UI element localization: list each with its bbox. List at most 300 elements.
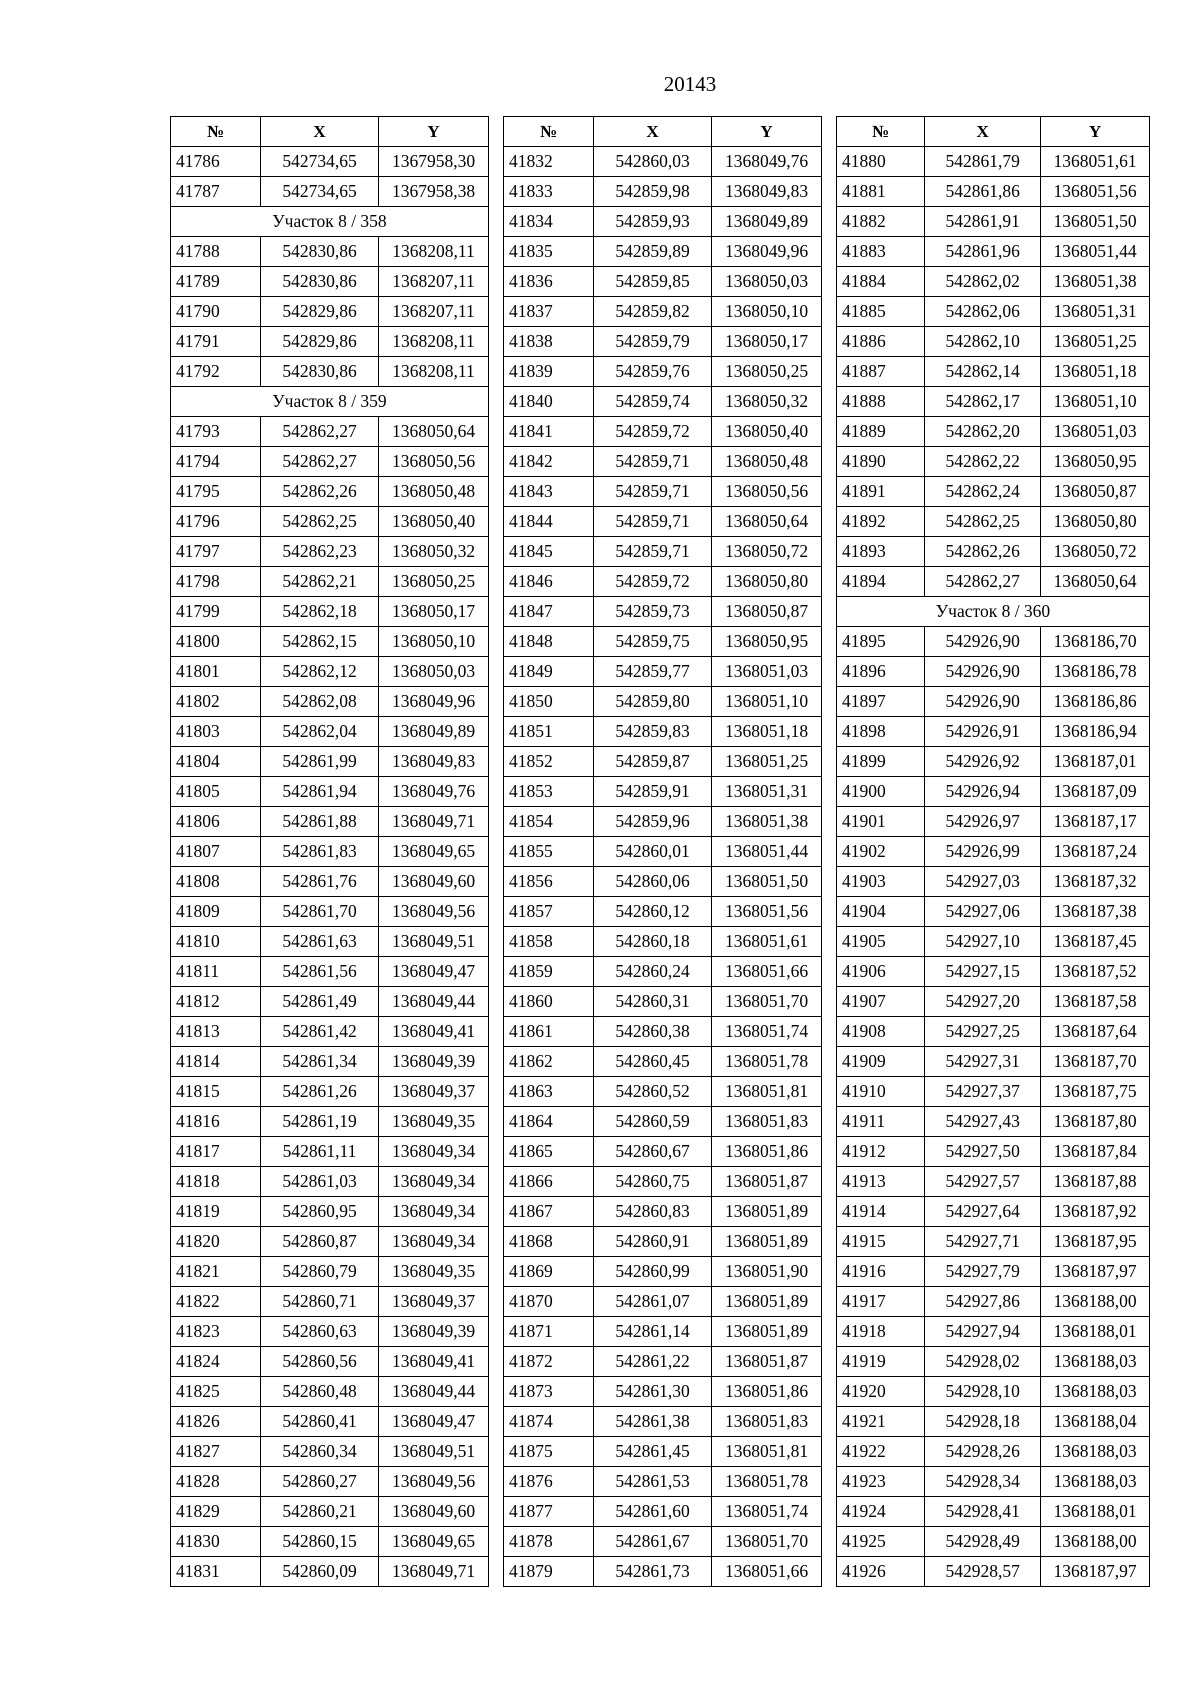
point-number-cell: 41889 — [837, 417, 925, 447]
table-row — [837, 1017, 1150, 1047]
coordinate-table-3 — [836, 116, 1150, 1587]
x-coordinate-cell: 542928,57 — [925, 1557, 1041, 1587]
y-coordinate-cell: 1368051,44 — [712, 837, 822, 867]
point-number-cell: 41871 — [504, 1317, 594, 1347]
y-coordinate-cell: 1368051,86 — [712, 1137, 822, 1167]
point-number-cell: 41854 — [504, 807, 594, 837]
table-row — [837, 1527, 1150, 1557]
point-number-cell: 41875 — [504, 1437, 594, 1467]
table-row — [837, 897, 1150, 927]
table-row — [171, 627, 489, 657]
table-row — [171, 747, 489, 777]
x-coordinate-cell: 542862,21 — [261, 567, 379, 597]
table-row — [171, 147, 489, 177]
y-coordinate-cell: 1368187,70 — [1041, 1047, 1150, 1077]
point-number-cell: 41898 — [837, 717, 925, 747]
y-coordinate-cell: 1368051,86 — [712, 1377, 822, 1407]
point-number-cell: 41900 — [837, 777, 925, 807]
x-coordinate-cell: 542927,94 — [925, 1317, 1041, 1347]
table-row — [837, 1407, 1150, 1437]
table-row — [837, 927, 1150, 957]
x-coordinate-cell: 542928,34 — [925, 1467, 1041, 1497]
point-number-cell: 41792 — [171, 357, 261, 387]
x-coordinate-cell: 542927,37 — [925, 1077, 1041, 1107]
point-number-cell: 41869 — [504, 1257, 594, 1287]
point-number-cell: 41823 — [171, 1317, 261, 1347]
point-number-cell: 41826 — [171, 1407, 261, 1437]
point-number-cell: 41859 — [504, 957, 594, 987]
x-coordinate-cell: 542859,71 — [594, 507, 712, 537]
point-number-cell: 41884 — [837, 267, 925, 297]
point-number-cell: 41863 — [504, 1077, 594, 1107]
y-coordinate-cell: 1368187,75 — [1041, 1077, 1150, 1107]
point-number-cell: 41835 — [504, 237, 594, 267]
x-coordinate-cell: 542860,06 — [594, 867, 712, 897]
x-coordinate-cell: 542860,38 — [594, 1017, 712, 1047]
point-number-cell: 41922 — [837, 1437, 925, 1467]
x-coordinate-cell: 542926,90 — [925, 627, 1041, 657]
y-coordinate-cell: 1368051,56 — [712, 897, 822, 927]
y-coordinate-cell: 1368051,81 — [712, 1077, 822, 1107]
table-row — [171, 567, 489, 597]
y-coordinate-cell: 1368051,78 — [712, 1467, 822, 1497]
x-coordinate-cell: 542861,45 — [594, 1437, 712, 1467]
point-number-cell: 41819 — [171, 1197, 261, 1227]
x-coordinate-cell: 542861,30 — [594, 1377, 712, 1407]
y-coordinate-cell: 1368050,95 — [1041, 447, 1150, 477]
table-row — [837, 1047, 1150, 1077]
point-number-cell: 41846 — [504, 567, 594, 597]
section-row — [171, 207, 489, 237]
point-number-cell: 41903 — [837, 867, 925, 897]
table-row — [171, 1107, 489, 1137]
x-coordinate-cell: 542927,86 — [925, 1287, 1041, 1317]
x-coordinate-cell: 542861,03 — [261, 1167, 379, 1197]
point-number-cell: 41919 — [837, 1347, 925, 1377]
table-row — [504, 447, 822, 477]
table-row — [837, 1317, 1150, 1347]
y-coordinate-cell: 1368049,76 — [712, 147, 822, 177]
x-coordinate-cell: 542859,87 — [594, 747, 712, 777]
point-number-cell: 41908 — [837, 1017, 925, 1047]
table-row — [837, 477, 1150, 507]
table-row — [837, 297, 1150, 327]
point-number-cell: 41822 — [171, 1287, 261, 1317]
table-row — [837, 777, 1150, 807]
point-number-cell: 41789 — [171, 267, 261, 297]
table-row — [837, 1287, 1150, 1317]
table-row — [837, 657, 1150, 687]
point-number-cell: 41824 — [171, 1347, 261, 1377]
point-number-cell: 41849 — [504, 657, 594, 687]
point-number-cell: 41915 — [837, 1227, 925, 1257]
point-number-cell: 41793 — [171, 417, 261, 447]
table-row — [504, 417, 822, 447]
table-row — [837, 147, 1150, 177]
y-coordinate-cell: 1368187,88 — [1041, 1167, 1150, 1197]
point-number-cell: 41816 — [171, 1107, 261, 1137]
point-number-cell: 41827 — [171, 1437, 261, 1467]
table-row — [504, 237, 822, 267]
y-coordinate-cell: 1368187,64 — [1041, 1017, 1150, 1047]
table-row — [837, 537, 1150, 567]
x-coordinate-cell: 542862,25 — [925, 507, 1041, 537]
point-number-cell: 41837 — [504, 297, 594, 327]
x-coordinate-cell: 542928,49 — [925, 1527, 1041, 1557]
x-coordinate-cell: 542862,15 — [261, 627, 379, 657]
point-number-cell: 41790 — [171, 297, 261, 327]
point-number-cell: 41906 — [837, 957, 925, 987]
x-coordinate-cell: 542927,31 — [925, 1047, 1041, 1077]
y-coordinate-cell: 1368051,50 — [712, 867, 822, 897]
table-row — [504, 1137, 822, 1167]
point-number-cell: 41838 — [504, 327, 594, 357]
point-number-cell: 41921 — [837, 1407, 925, 1437]
y-coordinate-cell: 1368050,64 — [712, 507, 822, 537]
y-coordinate-cell: 1368051,74 — [712, 1017, 822, 1047]
point-number-cell: 41829 — [171, 1497, 261, 1527]
point-number-cell: 41912 — [837, 1137, 925, 1167]
y-coordinate-cell: 1368187,24 — [1041, 837, 1150, 867]
y-coordinate-cell: 1368050,03 — [379, 657, 489, 687]
table-header-row — [171, 117, 489, 147]
x-coordinate-cell: 542862,12 — [261, 657, 379, 687]
x-coordinate-cell: 542928,02 — [925, 1347, 1041, 1377]
table-row — [504, 177, 822, 207]
y-coordinate-cell: 1368049,35 — [379, 1257, 489, 1287]
point-number-cell: 41797 — [171, 537, 261, 567]
point-number-cell: 41800 — [171, 627, 261, 657]
table-row — [504, 957, 822, 987]
x-coordinate-cell: 542927,43 — [925, 1107, 1041, 1137]
table-row — [171, 1197, 489, 1227]
point-number-cell: 41902 — [837, 837, 925, 867]
table-row — [171, 837, 489, 867]
x-coordinate-cell: 542861,79 — [925, 147, 1041, 177]
y-coordinate-cell: 1368049,41 — [379, 1347, 489, 1377]
y-coordinate-cell: 1368187,52 — [1041, 957, 1150, 987]
y-coordinate-cell: 1368049,37 — [379, 1077, 489, 1107]
x-coordinate-cell: 542928,10 — [925, 1377, 1041, 1407]
table-row — [504, 1287, 822, 1317]
point-number-cell: 41831 — [171, 1557, 261, 1587]
point-number-cell: 41833 — [504, 177, 594, 207]
point-number-cell: 41836 — [504, 267, 594, 297]
table-row — [171, 1437, 489, 1467]
table-row — [504, 1167, 822, 1197]
point-number-cell: 41795 — [171, 477, 261, 507]
point-number-cell: 41803 — [171, 717, 261, 747]
point-number-cell: 41874 — [504, 1407, 594, 1437]
y-coordinate-cell: 1368049,83 — [379, 747, 489, 777]
x-coordinate-cell: 542862,14 — [925, 357, 1041, 387]
x-coordinate-cell: 542927,57 — [925, 1167, 1041, 1197]
point-number-cell: 41804 — [171, 747, 261, 777]
x-coordinate-cell: 542862,04 — [261, 717, 379, 747]
table-row — [171, 177, 489, 207]
y-coordinate-cell: 1368050,56 — [379, 447, 489, 477]
section-title: Участок 8 / 358 — [171, 207, 489, 237]
y-coordinate-cell: 1368208,11 — [379, 357, 489, 387]
x-coordinate-cell: 542860,56 — [261, 1347, 379, 1377]
y-coordinate-cell: 1368051,83 — [712, 1407, 822, 1437]
x-coordinate-cell: 542862,08 — [261, 687, 379, 717]
x-coordinate-cell: 542859,98 — [594, 177, 712, 207]
table-row — [504, 987, 822, 1017]
y-coordinate-cell: 1368051,78 — [712, 1047, 822, 1077]
x-coordinate-cell: 542860,45 — [594, 1047, 712, 1077]
point-number-cell: 41815 — [171, 1077, 261, 1107]
x-coordinate-cell: 542859,73 — [594, 597, 712, 627]
y-coordinate-cell: 1368049,83 — [712, 177, 822, 207]
x-coordinate-cell: 542928,18 — [925, 1407, 1041, 1437]
point-number-cell: 41840 — [504, 387, 594, 417]
table-row — [504, 387, 822, 417]
point-number-cell: 41907 — [837, 987, 925, 1017]
y-coordinate-cell: 1368050,72 — [1041, 537, 1150, 567]
point-number-cell: 41858 — [504, 927, 594, 957]
table-row — [837, 1347, 1150, 1377]
y-coordinate-cell: 1368049,47 — [379, 1407, 489, 1437]
y-coordinate-cell: 1368186,78 — [1041, 657, 1150, 687]
y-coordinate-cell: 1368049,37 — [379, 1287, 489, 1317]
table-row — [504, 867, 822, 897]
table-row — [171, 327, 489, 357]
x-coordinate-cell: 542861,99 — [261, 747, 379, 777]
point-number-cell: 41918 — [837, 1317, 925, 1347]
table-row — [837, 1197, 1150, 1227]
x-coordinate-cell: 542861,53 — [594, 1467, 712, 1497]
y-coordinate-cell: 1368051,61 — [712, 927, 822, 957]
x-coordinate-cell: 542860,83 — [594, 1197, 712, 1227]
x-coordinate-cell: 542860,01 — [594, 837, 712, 867]
point-number-cell: 41853 — [504, 777, 594, 807]
x-coordinate-cell: 542860,63 — [261, 1317, 379, 1347]
x-coordinate-cell: 542927,71 — [925, 1227, 1041, 1257]
table-row — [837, 237, 1150, 267]
header-y: Y — [379, 117, 489, 147]
table-row — [504, 777, 822, 807]
table-row — [504, 1497, 822, 1527]
y-coordinate-cell: 1368050,10 — [379, 627, 489, 657]
y-coordinate-cell: 1368207,11 — [379, 297, 489, 327]
point-number-cell: 41872 — [504, 1347, 594, 1377]
table-row — [171, 687, 489, 717]
x-coordinate-cell: 542859,76 — [594, 357, 712, 387]
table-row — [504, 1527, 822, 1557]
x-coordinate-cell: 542860,09 — [261, 1557, 379, 1587]
x-coordinate-cell: 542861,22 — [594, 1347, 712, 1377]
x-coordinate-cell: 542859,93 — [594, 207, 712, 237]
point-number-cell: 41923 — [837, 1467, 925, 1497]
table-row — [837, 717, 1150, 747]
table-row — [171, 1167, 489, 1197]
x-coordinate-cell: 542861,70 — [261, 897, 379, 927]
table-row — [171, 897, 489, 927]
y-coordinate-cell: 1368049,47 — [379, 957, 489, 987]
table-row — [171, 297, 489, 327]
y-coordinate-cell: 1368187,58 — [1041, 987, 1150, 1017]
table-row — [837, 1467, 1150, 1497]
x-coordinate-cell: 542830,86 — [261, 237, 379, 267]
point-number-cell: 41883 — [837, 237, 925, 267]
point-number-cell: 41920 — [837, 1377, 925, 1407]
x-coordinate-cell: 542862,25 — [261, 507, 379, 537]
x-coordinate-cell: 542859,71 — [594, 447, 712, 477]
y-coordinate-cell: 1368051,38 — [1041, 267, 1150, 297]
x-coordinate-cell: 542861,07 — [594, 1287, 712, 1317]
point-number-cell: 41926 — [837, 1557, 925, 1587]
x-coordinate-cell: 542862,22 — [925, 447, 1041, 477]
x-coordinate-cell: 542860,34 — [261, 1437, 379, 1467]
x-coordinate-cell: 542860,48 — [261, 1377, 379, 1407]
y-coordinate-cell: 1368049,96 — [379, 687, 489, 717]
table-row — [504, 1197, 822, 1227]
y-coordinate-cell: 1368051,31 — [712, 777, 822, 807]
x-coordinate-cell: 542860,27 — [261, 1467, 379, 1497]
point-number-cell: 41893 — [837, 537, 925, 567]
x-coordinate-cell: 542861,38 — [594, 1407, 712, 1437]
x-coordinate-cell: 542860,75 — [594, 1167, 712, 1197]
table-row — [504, 717, 822, 747]
point-number-cell: 41805 — [171, 777, 261, 807]
y-coordinate-cell: 1368187,01 — [1041, 747, 1150, 777]
y-coordinate-cell: 1368051,81 — [712, 1437, 822, 1467]
x-coordinate-cell: 542860,41 — [261, 1407, 379, 1437]
point-number-cell: 41916 — [837, 1257, 925, 1287]
y-coordinate-cell: 1368187,38 — [1041, 897, 1150, 927]
point-number-cell: 41807 — [171, 837, 261, 867]
table-row — [504, 897, 822, 927]
y-coordinate-cell: 1368051,83 — [712, 1107, 822, 1137]
y-coordinate-cell: 1368051,89 — [712, 1197, 822, 1227]
y-coordinate-cell: 1368187,32 — [1041, 867, 1150, 897]
table-row — [171, 957, 489, 987]
point-number-cell: 41796 — [171, 507, 261, 537]
y-coordinate-cell: 1368051,74 — [712, 1497, 822, 1527]
y-coordinate-cell: 1368049,51 — [379, 927, 489, 957]
table-header-row — [504, 117, 822, 147]
table-row — [837, 1557, 1150, 1587]
point-number-cell: 41802 — [171, 687, 261, 717]
x-coordinate-cell: 542861,67 — [594, 1527, 712, 1557]
table-row — [171, 867, 489, 897]
table-row — [171, 777, 489, 807]
y-coordinate-cell: 1368186,86 — [1041, 687, 1150, 717]
point-number-cell: 41864 — [504, 1107, 594, 1137]
x-coordinate-cell: 542862,20 — [925, 417, 1041, 447]
header-number: № — [837, 117, 925, 147]
point-number-cell: 41861 — [504, 1017, 594, 1047]
x-coordinate-cell: 542734,65 — [261, 147, 379, 177]
x-coordinate-cell: 542861,73 — [594, 1557, 712, 1587]
x-coordinate-cell: 542862,26 — [261, 477, 379, 507]
point-number-cell: 41812 — [171, 987, 261, 1017]
table-row — [837, 267, 1150, 297]
x-coordinate-cell: 542861,11 — [261, 1137, 379, 1167]
coordinate-table-1 — [170, 116, 489, 1587]
y-coordinate-cell: 1368051,38 — [712, 807, 822, 837]
coordinate-tables — [170, 116, 1150, 1581]
y-coordinate-cell: 1368050,56 — [712, 477, 822, 507]
point-number-cell: 41914 — [837, 1197, 925, 1227]
y-coordinate-cell: 1368049,96 — [712, 237, 822, 267]
table-row — [837, 1227, 1150, 1257]
y-coordinate-cell: 1368050,87 — [1041, 477, 1150, 507]
table-row — [837, 387, 1150, 417]
table-row — [504, 1017, 822, 1047]
point-number-cell: 41850 — [504, 687, 594, 717]
y-coordinate-cell: 1368050,48 — [712, 447, 822, 477]
y-coordinate-cell: 1368051,10 — [712, 687, 822, 717]
header-number: № — [171, 117, 261, 147]
y-coordinate-cell: 1368050,48 — [379, 477, 489, 507]
point-number-cell: 41798 — [171, 567, 261, 597]
point-number-cell: 41814 — [171, 1047, 261, 1077]
table-row — [504, 1257, 822, 1287]
point-number-cell: 41897 — [837, 687, 925, 717]
table-row — [504, 597, 822, 627]
y-coordinate-cell: 1368049,56 — [379, 897, 489, 927]
table-row — [837, 1137, 1150, 1167]
y-coordinate-cell: 1367958,30 — [379, 147, 489, 177]
point-number-cell: 41818 — [171, 1167, 261, 1197]
point-number-cell: 41813 — [171, 1017, 261, 1047]
y-coordinate-cell: 1368051,89 — [712, 1227, 822, 1257]
point-number-cell: 41817 — [171, 1137, 261, 1167]
x-coordinate-cell: 542860,52 — [594, 1077, 712, 1107]
table-row — [837, 1077, 1150, 1107]
point-number-cell: 41901 — [837, 807, 925, 837]
y-coordinate-cell: 1368049,51 — [379, 1437, 489, 1467]
y-coordinate-cell: 1368051,70 — [712, 1527, 822, 1557]
x-coordinate-cell: 542862,24 — [925, 477, 1041, 507]
y-coordinate-cell: 1368051,89 — [712, 1317, 822, 1347]
y-coordinate-cell: 1368207,11 — [379, 267, 489, 297]
x-coordinate-cell: 542859,74 — [594, 387, 712, 417]
table-row — [837, 627, 1150, 657]
header-number: № — [504, 117, 594, 147]
y-coordinate-cell: 1368188,03 — [1041, 1377, 1150, 1407]
table-row — [837, 327, 1150, 357]
header-y: Y — [1041, 117, 1150, 147]
point-number-cell: 41896 — [837, 657, 925, 687]
table-row — [837, 867, 1150, 897]
section-row — [171, 387, 489, 417]
y-coordinate-cell: 1368051,03 — [712, 657, 822, 687]
point-number-cell: 41877 — [504, 1497, 594, 1527]
table-row — [171, 1347, 489, 1377]
x-coordinate-cell: 542860,91 — [594, 1227, 712, 1257]
table-row — [171, 357, 489, 387]
x-coordinate-cell: 542861,14 — [594, 1317, 712, 1347]
y-coordinate-cell: 1368188,00 — [1041, 1527, 1150, 1557]
table-row — [171, 1287, 489, 1317]
table-row — [837, 1107, 1150, 1137]
point-number-cell: 41848 — [504, 627, 594, 657]
x-coordinate-cell: 542860,95 — [261, 1197, 379, 1227]
x-coordinate-cell: 542860,12 — [594, 897, 712, 927]
y-coordinate-cell: 1368049,34 — [379, 1197, 489, 1227]
x-coordinate-cell: 542859,83 — [594, 717, 712, 747]
y-coordinate-cell: 1368049,89 — [379, 717, 489, 747]
x-coordinate-cell: 542862,27 — [261, 447, 379, 477]
header-x: X — [925, 117, 1041, 147]
x-coordinate-cell: 542860,31 — [594, 987, 712, 1017]
x-coordinate-cell: 542927,15 — [925, 957, 1041, 987]
y-coordinate-cell: 1368050,64 — [379, 417, 489, 447]
point-number-cell: 41890 — [837, 447, 925, 477]
